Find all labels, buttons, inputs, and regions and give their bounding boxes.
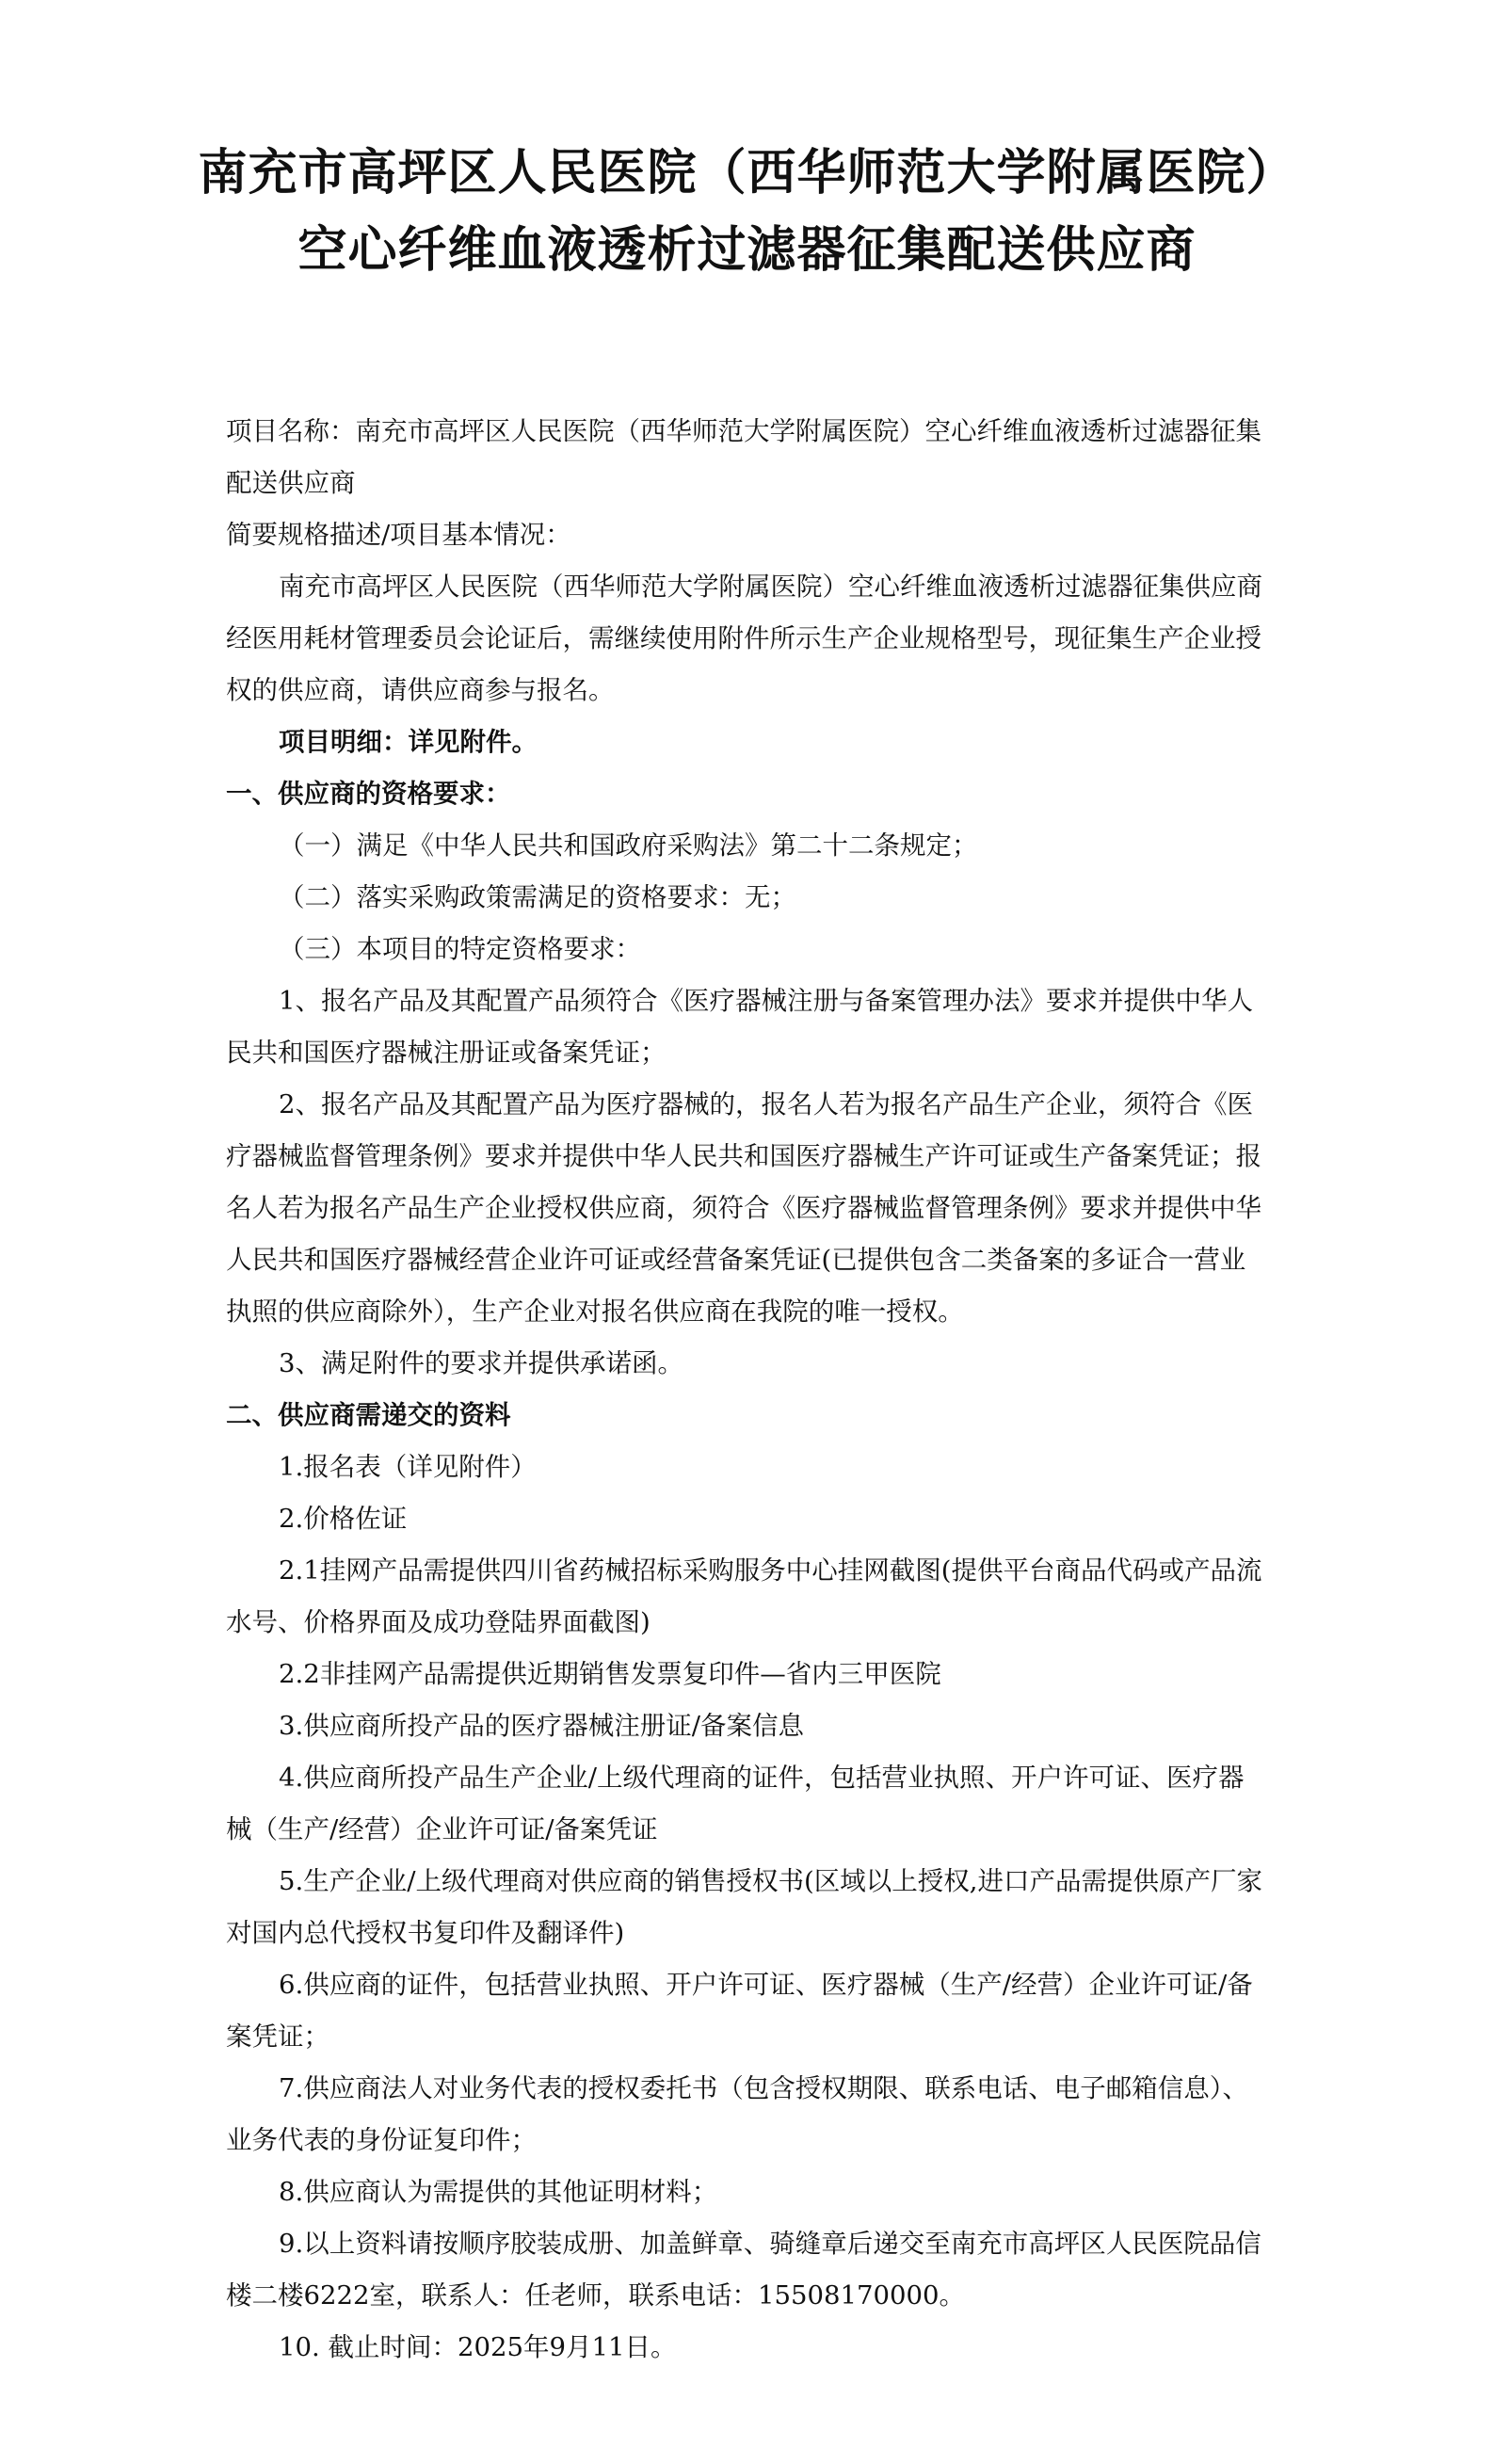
qualification-item: （三）本项目的特定资格要求： <box>279 934 641 964</box>
material-item: 7.供应商法人对业务代表的授权委托书（包含授权期限、联系电话、电子邮箱信息）、业务代表的身份证复印件； <box>226 2073 1248 2155</box>
qualification-item: 1、报名产品及其配置产品须符合《医疗器械注册与备案管理办法》要求并提供中华人民共和国医疗器械注册证或备案凭证； <box>226 986 1253 1068</box>
material-item: 4.供应商所投产品生产企业/上级代理商的证件，包括营业执照、开户许可证、医疗器械（生产/经营）企业许可证/备案凭证 <box>226 1763 1245 1844</box>
document-title-line2: 空心纤维血液透析过滤器征集配送供应商 <box>297 222 1197 279</box>
section-heading-materials: 二、供应商需递交的资料 <box>226 1400 511 1430</box>
document-body <box>226 406 1269 2374</box>
material-item: 9.以上资料请按顺序胶装成册、加盖鲜章、骑缝章后递交至南充市高坪区人民医院品信楼二楼6222室，联系人：任老师，联系电话：15508170000。 <box>226 2229 1261 2311</box>
material-item: 8.供应商认为需提供的其他证明材料； <box>279 2177 718 2207</box>
qualification-item: 3、满足附件的要求并提供承诺函。 <box>279 1348 683 1378</box>
qualification-item: （一）满足《中华人民共和国政府采购法》第二十二条规定； <box>279 830 978 861</box>
material-item: 10. 截止时间：2025年9月11日。 <box>279 2332 677 2362</box>
material-item: 2.价格佐证 <box>279 1504 408 1534</box>
project-detail: 项目明细：详见附件。 <box>279 727 538 757</box>
document-title-line1: 南充市高坪区人民医院（西华师范大学附属医院） <box>198 145 1296 201</box>
spec-heading: 简要规格描述/项目基本情况： <box>226 520 571 550</box>
qualification-item: （二）落实采购政策需满足的资格要求：无； <box>279 882 796 912</box>
material-item: 2.2非挂网产品需提供近期销售发票复印件—省内三甲医院 <box>279 1659 941 1689</box>
material-item: 1.报名表（详见附件） <box>279 1452 537 1482</box>
material-item: 3.供应商所投产品的医疗器械注册证/备案信息 <box>279 1711 805 1741</box>
material-item: 5.生产企业/上级代理商对供应商的销售授权书(区域以上授权,进口产品需提供原产厂家对国内总代授权书复印件及翻译件) <box>226 1866 1262 1948</box>
section-heading-qualifications: 一、供应商的资格要求： <box>226 779 511 809</box>
material-item: 2.1挂网产品需提供四川省药械招标采购服务中心挂网截图(提供平台商品代码或产品流水号、价格界面及成功登陆界面截图) <box>226 1555 1262 1637</box>
material-item: 6.供应商的证件，包括营业执照、开户许可证、医疗器械（生产/经营）企业许可证/备案凭证； <box>226 1970 1253 2052</box>
spec-body: 南充市高坪区人民医院（西华师范大学附属医院）空心纤维血液透析过滤器征集供应商经医用耗材管理委员会论证后，需继续使用附件所示生产企业规格型号，现征集生产企业授权的供应商，请供应商参与报名。 <box>226 572 1262 705</box>
qualification-item: 2、报名产品及其配置产品为医疗器械的，报名人若为报名产品生产企业，须符合《医疗器械监督管理条例》要求并提供中华人民共和国医疗器械生产许可证或生产备案凭证；报名人若为报名产品生产企业授权供应商，须符合《医疗器械监督管理条例》要求并提供中华人民共和国医疗器械经营企业许可证或经营备案凭证(已提供包含二类备案的多证合一营业执照的供应商除外），生产企业对报名供应商在我院的唯一授权。 <box>226 1089 1261 1327</box>
project-name: 项目名称：南充市高坪区人民医院（西华师范大学附属医院）空心纤维血液透析过滤器征集配送供应商 <box>226 416 1261 498</box>
